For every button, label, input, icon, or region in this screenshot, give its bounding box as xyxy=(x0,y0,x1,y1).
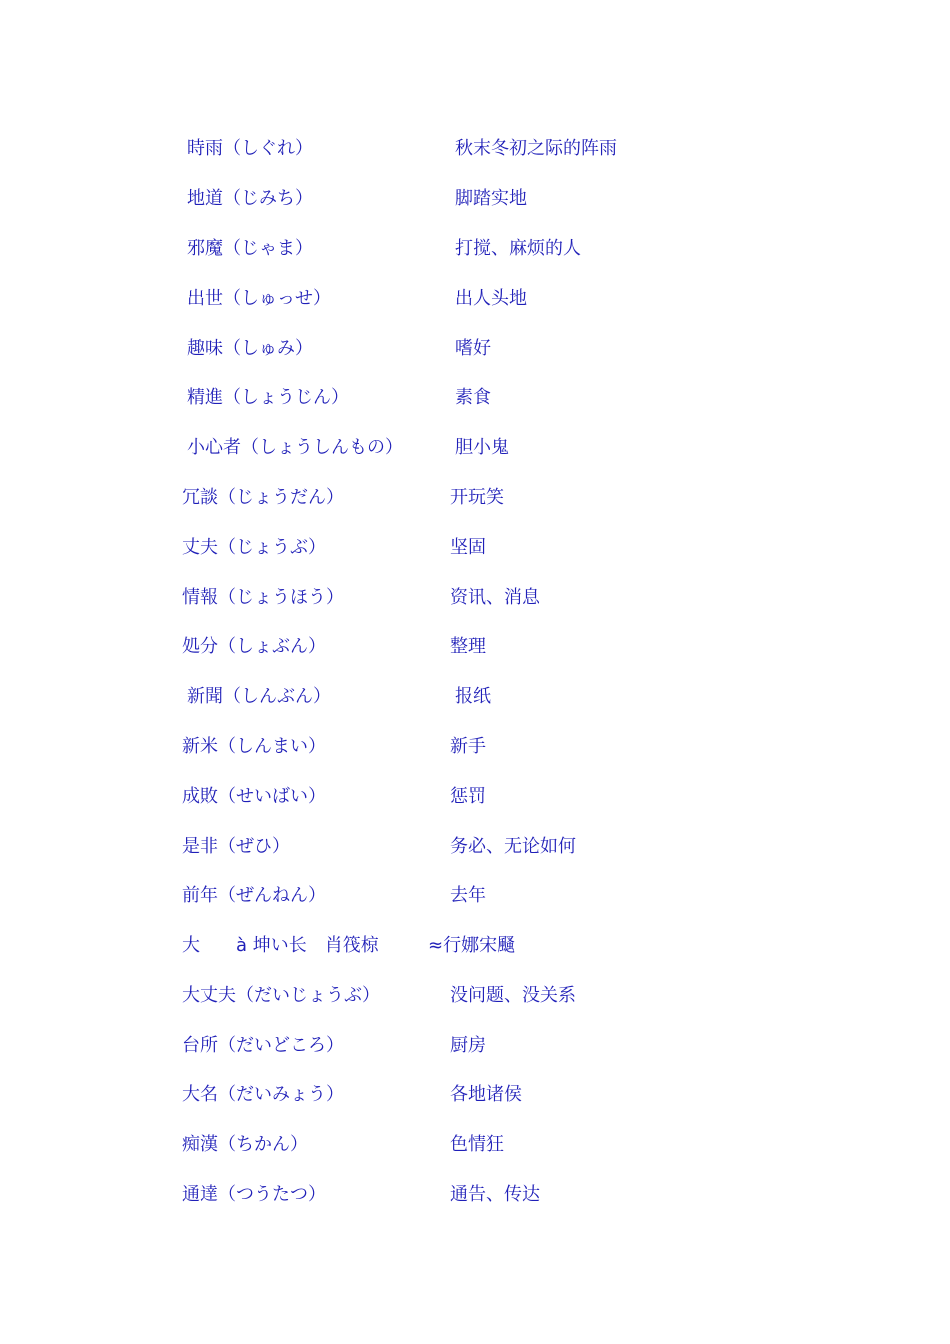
japanese-term: 精進（しょうじん） xyxy=(187,387,349,408)
chinese-meaning: 开玩笑 xyxy=(450,487,504,508)
vocab-entry xyxy=(0,1031,950,1061)
japanese-term: 痴漢（ちかん） xyxy=(182,1134,308,1155)
chinese-meaning: 胆小鬼 xyxy=(455,437,509,458)
chinese-meaning: 务必、无论如何 xyxy=(450,836,576,857)
japanese-term: 地道（じみち） xyxy=(187,188,313,209)
japanese-term: 成敗（せいばい） xyxy=(182,786,326,807)
japanese-term: 時雨（しぐれ） xyxy=(187,138,313,159)
japanese-term: 是非（ぜひ） xyxy=(182,836,290,857)
japanese-term: 趣味（しゅみ） xyxy=(187,338,313,359)
chinese-meaning: 坚固 xyxy=(450,537,486,558)
vocab-entry xyxy=(0,234,950,264)
japanese-term: 情報（じょうほう） xyxy=(182,587,344,608)
chinese-meaning: 素食 xyxy=(455,387,491,408)
chinese-meaning: 惩罚 xyxy=(450,786,486,807)
chinese-meaning: 去年 xyxy=(450,885,486,906)
chinese-meaning: 报纸 xyxy=(455,686,491,707)
vocab-entry xyxy=(0,881,950,911)
vocab-entry xyxy=(0,483,950,513)
japanese-term: 冗談（じょうだん） xyxy=(182,487,344,508)
vocab-entry xyxy=(0,433,950,463)
vocab-entry xyxy=(0,1130,950,1160)
chinese-meaning: 整理 xyxy=(450,636,486,657)
chinese-meaning: 各地诸侯 xyxy=(450,1084,522,1105)
vocab-entry xyxy=(0,334,950,364)
japanese-term: 新米（しんまい） xyxy=(182,736,326,757)
chinese-meaning: 嗜好 xyxy=(455,338,491,359)
chinese-meaning: 秋末冬初之际的阵雨 xyxy=(455,138,617,159)
japanese-term: 大名（だいみょう） xyxy=(182,1084,344,1105)
chinese-meaning: 新手 xyxy=(450,736,486,757)
vocab-entry xyxy=(0,1080,950,1110)
vocab-entry xyxy=(0,782,950,812)
vocab-entry xyxy=(0,832,950,862)
vocab-entry xyxy=(0,632,950,662)
japanese-term: 処分（しょぶん） xyxy=(182,636,326,657)
vocab-entry xyxy=(0,1180,950,1210)
japanese-term: 邪魔（じゃま） xyxy=(187,238,313,259)
chinese-meaning: 脚踏实地 xyxy=(455,188,527,209)
vocab-entry xyxy=(0,732,950,762)
japanese-term: 大 à 坤い长 肖筏椋 xyxy=(182,935,379,956)
japanese-term: 丈夫（じょうぶ） xyxy=(182,537,326,558)
vocab-entry xyxy=(0,533,950,563)
chinese-meaning: 没问题、没关系 xyxy=(450,985,576,1006)
japanese-term: 大丈夫（だいじょうぶ） xyxy=(182,985,380,1006)
japanese-term: 台所（だいどころ） xyxy=(182,1035,344,1056)
vocab-entry xyxy=(0,931,950,961)
vocab-entry xyxy=(0,583,950,613)
vocab-entry xyxy=(0,184,950,214)
vocab-entry xyxy=(0,383,950,413)
japanese-term: 小心者（しょうしんもの） xyxy=(187,437,403,458)
japanese-term: 新聞（しんぶん） xyxy=(187,686,331,707)
chinese-meaning: 色情狂 xyxy=(450,1134,504,1155)
japanese-term: 前年（ぜんねん） xyxy=(182,885,326,906)
vocab-entry xyxy=(0,682,950,712)
japanese-term: 通達（つうたつ） xyxy=(182,1184,326,1205)
chinese-meaning: ≈行娜宋颾 xyxy=(428,935,516,956)
vocab-entry xyxy=(0,981,950,1011)
chinese-meaning: 打搅、麻烦的人 xyxy=(455,238,581,259)
chinese-meaning: 厨房 xyxy=(450,1035,486,1056)
chinese-meaning: 资讯、消息 xyxy=(450,587,540,608)
chinese-meaning: 出人头地 xyxy=(455,288,527,309)
vocab-entry xyxy=(0,134,950,164)
japanese-term: 出世（しゅっせ） xyxy=(187,288,331,309)
chinese-meaning: 通告、传达 xyxy=(450,1184,540,1205)
vocab-entry xyxy=(0,284,950,314)
